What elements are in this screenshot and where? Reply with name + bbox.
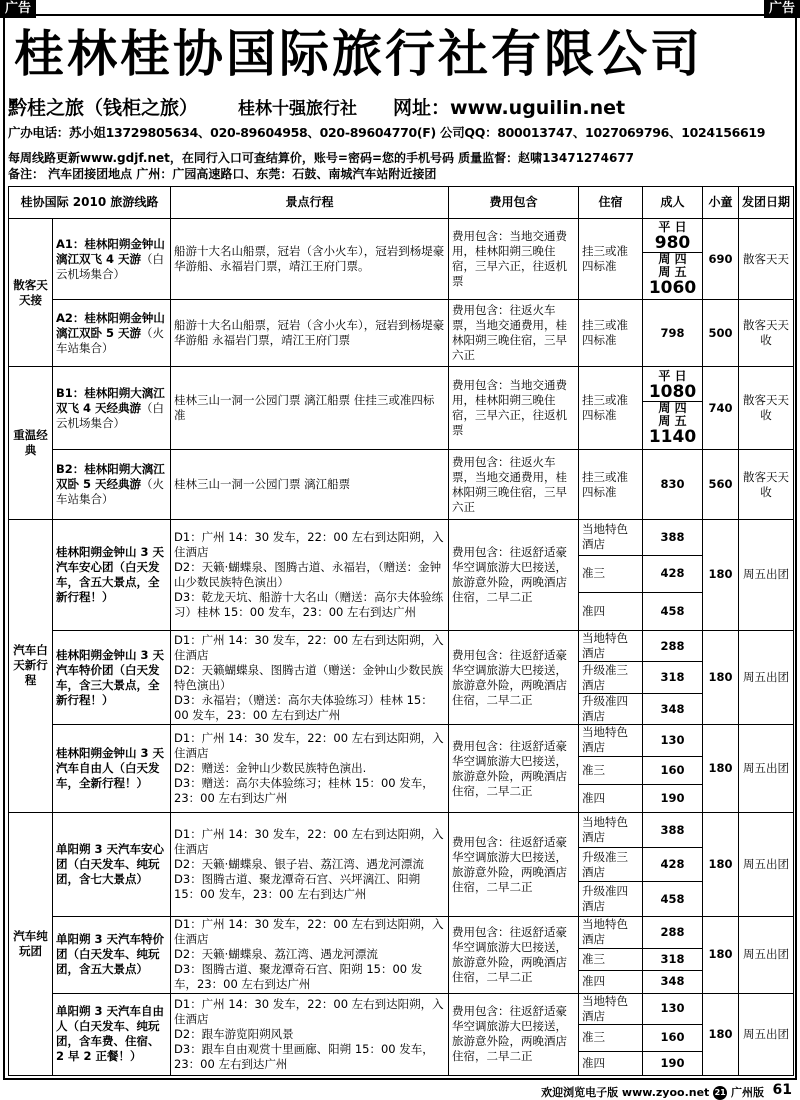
route-name: 桂林阳朔金钟山 3 天汽车自由人（白天发车，全新行程！） bbox=[53, 725, 171, 813]
logo-icon: 21 bbox=[713, 1086, 727, 1100]
child-price: 180 bbox=[703, 631, 739, 725]
departure: 周五出团 bbox=[739, 813, 794, 916]
table-row bbox=[9, 916, 794, 948]
col-departure: 发团日期 bbox=[739, 187, 794, 219]
adult-price: 348 bbox=[643, 693, 703, 724]
child-price: 740 bbox=[703, 367, 739, 450]
accommodation: 准三 bbox=[579, 556, 643, 592]
route-name: 桂林阳朔金钟山 3 天汽车特价团（白天发车，含三大景点，全新行程！） bbox=[53, 631, 171, 725]
adult-price: 458 bbox=[643, 592, 703, 631]
col-route: 桂协国际 2010 旅游线路 bbox=[9, 187, 171, 219]
child-price: 500 bbox=[703, 300, 739, 367]
adult-price: 平 日 1080 周 四 周 五 1140 bbox=[643, 367, 703, 450]
cost-includes: 费用包含：往返舒适豪华空调旅游大巴接送，旅游意外险，两晚酒店住宿，二早二正 bbox=[449, 993, 579, 1075]
table-row bbox=[9, 725, 794, 756]
slogan-line bbox=[8, 96, 625, 121]
child-price: 690 bbox=[703, 219, 739, 300]
route-name: 单阳朔 3 天汽车自由人（白天发车、纯玩团，含车费、住宿、2 早 2 正餐！） bbox=[53, 993, 171, 1075]
edition: 广州版 bbox=[731, 1086, 764, 1099]
accommodation: 当地特色酒店 bbox=[579, 725, 643, 756]
section-label: 汽车白天新行程 bbox=[9, 519, 53, 813]
adult-price: 428 bbox=[643, 556, 703, 592]
cost-includes: 费用包含：当地交通费用，桂林阳朔三晚住宿，三早六正，往返机票 bbox=[449, 367, 579, 450]
itinerary: 船游十大名山船票，冠岩（含小火车），冠岩到杨堤豪华游船、永福岩门票，靖江王府门票。 bbox=[171, 219, 449, 300]
adult-price: 798 bbox=[643, 300, 703, 367]
accommodation: 挂三或准四标准 bbox=[579, 450, 643, 519]
accommodation: 准四 bbox=[579, 1051, 643, 1075]
itinerary: D1：广州 14：30 发车，22：00 左右到达阳朔，入住酒店 D2：赠送：金钟山少数民族特色演出. D3：赠送：高尔夫体验练习；桂林 15：00 发车，23：00 左右到达广州 bbox=[171, 725, 449, 813]
page-number: 61 bbox=[772, 1082, 792, 1098]
accommodation: 当地特色酒店 bbox=[579, 993, 643, 1024]
adult-price: 190 bbox=[643, 785, 703, 813]
table-row bbox=[9, 450, 794, 519]
accommodation: 升级准四酒店 bbox=[579, 693, 643, 724]
accommodation: 升级准四酒店 bbox=[579, 882, 643, 916]
col-cost: 费用包含 bbox=[449, 187, 579, 219]
route-table bbox=[8, 186, 794, 1076]
adult-price: 318 bbox=[643, 948, 703, 971]
company-title: 桂林桂协国际旅行社有限公司 bbox=[14, 24, 703, 83]
departure: 散客天天收 bbox=[739, 367, 794, 450]
adult-price: 130 bbox=[643, 993, 703, 1024]
adult-price: 160 bbox=[643, 756, 703, 784]
col-adult: 成人 bbox=[643, 187, 703, 219]
adult-price: 288 bbox=[643, 916, 703, 948]
col-child: 小童 bbox=[703, 187, 739, 219]
col-itinerary: 景点行程 bbox=[171, 187, 449, 219]
note-line-1: 每周线路更新www.gdjf.net，在同行入口可查结算价，账号=密码=您的手机号码 质量监督：赵啸13471274677 bbox=[8, 151, 635, 165]
section-label: 重温经典 bbox=[9, 367, 53, 519]
accommodation: 升级准三酒店 bbox=[579, 847, 643, 881]
table-row bbox=[9, 813, 794, 847]
route-name: B1：桂林阳朔大漓江双飞 4 天经典游（白云机场集合） bbox=[53, 367, 171, 450]
itinerary: D1：广州 14：30 发车，22：00 左右到达阳朔，入住酒店 D2：天籁·蝴蝶泉、荔江湾、遇龙河漂流 D3：图腾古道、聚龙潭奇石宫、阳朔 15：00 发车，23：00 左右到达广州 bbox=[171, 916, 449, 993]
adult-price: 388 bbox=[643, 813, 703, 847]
accommodation: 准四 bbox=[579, 592, 643, 631]
adult-price: 130 bbox=[643, 725, 703, 756]
adult-price: 830 bbox=[643, 450, 703, 519]
departure: 周五出团 bbox=[739, 519, 794, 630]
departure: 周五出团 bbox=[739, 725, 794, 813]
route-name: B2：桂林阳朔大漓江双卧 5 天经典游（火车站集合） bbox=[53, 450, 171, 519]
cost-includes: 费用包含：往返舒适豪华空调旅游大巴接送，旅游意外险，两晚酒店住宿，二早二正 bbox=[449, 631, 579, 725]
itinerary: 桂林三山一洞一公园门票 漓江船票 住挂三或准四标准 bbox=[171, 367, 449, 450]
adult-price: 388 bbox=[643, 519, 703, 555]
website-link[interactable]: 网址：www.uguilin.net bbox=[393, 97, 626, 119]
table-row bbox=[9, 631, 794, 662]
child-price: 560 bbox=[703, 450, 739, 519]
child-price: 180 bbox=[703, 725, 739, 813]
cost-includes: 费用包含：往返舒适豪华空调旅游大巴接送，旅游意外险，两晚酒店住宿，二早二正 bbox=[449, 519, 579, 630]
table-row bbox=[9, 519, 794, 555]
cost-includes: 费用包含：往返火车票，当地交通费用，桂林阳朔三晚住宿，三早六正 bbox=[449, 300, 579, 367]
accommodation: 准三 bbox=[579, 948, 643, 971]
departure: 散客天天 bbox=[739, 219, 794, 300]
cost-includes: 费用包含：往返舒适豪华空调旅游大巴接送，旅游意外险，两晚酒店住宿，二早二正 bbox=[449, 813, 579, 916]
adult-price: 288 bbox=[643, 631, 703, 662]
adult-price: 160 bbox=[643, 1025, 703, 1051]
accommodation: 当地特色酒店 bbox=[579, 916, 643, 948]
header-row bbox=[9, 187, 794, 219]
itinerary: D1：广州 14：30 发车，22：00 左右到达阳朔，入住酒店 D2：天籁·蝴蝶泉、图腾古道、永福岩，（赠送：金钟山少数民族特色演出） D3：乾龙天坑、船游十大名山（赠送：高尔夫体验练习）桂林 15：00 发车，23：00 左右到达广州 bbox=[171, 519, 449, 630]
accommodation: 准三 bbox=[579, 1025, 643, 1051]
notes bbox=[8, 150, 634, 182]
accommodation: 准三 bbox=[579, 756, 643, 784]
section-label: 散客天天接 bbox=[9, 219, 53, 367]
adult-price: 458 bbox=[643, 882, 703, 916]
cost-includes: 费用包含：往返舒适豪华空调旅游大巴接送，旅游意外险，两晚酒店住宿，二早二正 bbox=[449, 916, 579, 993]
accommodation: 准四 bbox=[579, 971, 643, 994]
table-row bbox=[9, 219, 794, 300]
accommodation: 当地特色酒店 bbox=[579, 631, 643, 662]
slogan: 黔桂之旅（钱柜之旅） bbox=[8, 97, 199, 119]
adult-price: 428 bbox=[643, 847, 703, 881]
cost-includes: 费用包含：往返火车票，当地交通费用，桂林阳朔三晚住宿，三早六正 bbox=[449, 450, 579, 519]
table-row bbox=[9, 993, 794, 1024]
departure: 周五出团 bbox=[739, 993, 794, 1075]
route-name: 桂林阳朔金钟山 3 天汽车安心团（白天发车，含五大景点，全新行程！） bbox=[53, 519, 171, 630]
departure: 散客天天收 bbox=[739, 450, 794, 519]
accommodation: 挂三或准四标准 bbox=[579, 300, 643, 367]
col-stay: 住宿 bbox=[579, 187, 643, 219]
accommodation: 当地特色酒店 bbox=[579, 519, 643, 555]
section-label: 汽车纯玩团 bbox=[9, 813, 53, 1076]
itinerary: 船游十大名山船票，冠岩（含小火车），冠岩到杨堤豪华游船 永福岩门票，靖江王府门票 bbox=[171, 300, 449, 367]
itinerary: D1：广州 14：30 发车，22：00 左右到达阳朔，入住酒店 D2：天籁蝴蝶泉、图腾古道（赠送：金钟山少数民族特色演出） D3：永福岩；（赠送：高尔夫体验练习）桂林 15：00 发车，23：00 左右到达广州 bbox=[171, 631, 449, 725]
route-name: A2：桂林阳朔金钟山漓江双卧 5 天游（火车站集合） bbox=[53, 300, 171, 367]
adult-price: 318 bbox=[643, 662, 703, 693]
footer-text: 欢迎浏览电子版 www.zyoo.net bbox=[541, 1086, 710, 1099]
accommodation: 准四 bbox=[579, 785, 643, 813]
departure: 周五出团 bbox=[739, 916, 794, 993]
contact-phone: 广办电话：苏小姐13729805634、020-89604958、020-89604770(F) 公司QQ：800013747、1027069796、1024156619 bbox=[8, 125, 766, 140]
route-name: 单阳朔 3 天汽车安心团（白天发车、纯玩团，含七大景点） bbox=[53, 813, 171, 916]
table-row bbox=[9, 367, 794, 450]
cost-includes: 费用包含：当地交通费用，桂林阳朔三晚住宿，三早六正，往返机票 bbox=[449, 219, 579, 300]
table-row bbox=[9, 300, 794, 367]
route-name: A1：桂林阳朔金钟山漓江双飞 4 天游（白云机场集合） bbox=[53, 219, 171, 300]
itinerary: 桂林三山一洞一公园门票 漓江船票 bbox=[171, 450, 449, 519]
accommodation: 挂三或准四标准 bbox=[579, 219, 643, 300]
cost-includes: 费用包含：往返舒适豪华空调旅游大巴接送，旅游意外险，两晚酒店住宿，二早二正 bbox=[449, 725, 579, 813]
accommodation: 升级准三酒店 bbox=[579, 662, 643, 693]
adult-price: 348 bbox=[643, 971, 703, 994]
adult-price: 平 日 980 周 四 周 五 1060 bbox=[643, 219, 703, 300]
child-price: 180 bbox=[703, 813, 739, 916]
ad-label-right: 广告 bbox=[764, 0, 800, 18]
itinerary: D1：广州 14：30 发车，22：00 左右到达阳朔，入住酒店 D2：天籁·蝴蝶泉、银子岩、荔江湾、遇龙河漂流 D3：图腾古道、聚龙潭奇石宫、兴坪漓江、阳朔 15：00 发车，23：00 左右到达广州 bbox=[171, 813, 449, 916]
adult-price: 190 bbox=[643, 1051, 703, 1075]
departure: 周五出团 bbox=[739, 631, 794, 725]
itinerary: D1：广州 14：30 发车，22：00 左右到达阳朔，入住酒店 D2：跟车游览阳朔风景 D3：跟车自由观赏十里画廊、阳朔 15：00 发车，23：00 左右到达广州 bbox=[171, 993, 449, 1075]
departure: 散客天天收 bbox=[739, 300, 794, 367]
route-name: 单阳朔 3 天汽车特价团（白天发车、纯玩团，含五大景点） bbox=[53, 916, 171, 993]
accommodation: 挂三或准四标准 bbox=[579, 367, 643, 450]
page-footer bbox=[0, 1082, 800, 1100]
note-line-2: 备注： 汽车团接团地点 广州：广园高速路口、东莞：石鼓、南城汽车站附近接团 bbox=[8, 167, 437, 181]
ten-strong: 桂林十强旅行社 bbox=[238, 99, 358, 119]
ad-label-left: 广告 bbox=[0, 0, 36, 18]
child-price: 180 bbox=[703, 916, 739, 993]
child-price: 180 bbox=[703, 993, 739, 1075]
accommodation: 当地特色酒店 bbox=[579, 813, 643, 847]
child-price: 180 bbox=[703, 519, 739, 630]
